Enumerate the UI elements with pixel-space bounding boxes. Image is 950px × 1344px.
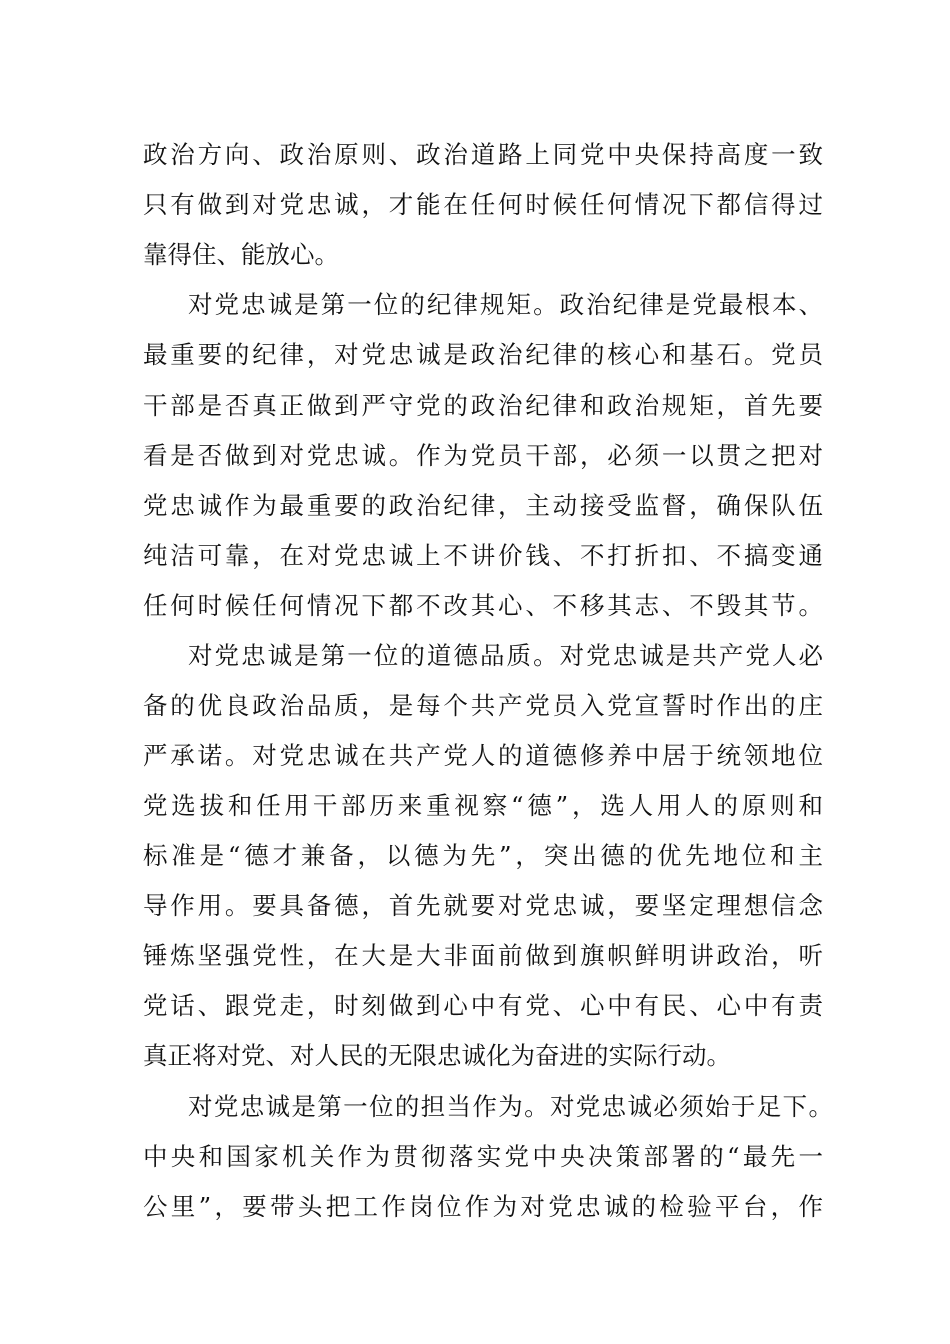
text-line: 靠得住、能放心。 [143,240,339,269]
text-line: 最重要的纪律，对党忠诚是政治纪律的核心和基石。党员 [143,340,823,369]
text-line: 任何时候任何情况下都不改其心、不移其志、不毁其节。 [143,591,823,620]
text-line: 备的优良政治品质，是每个共产党员入党宣誓时作出的庄 [143,691,823,720]
text-line: 标准是“德才兼备，以德为先”，突出德的优先地位和主 [143,841,823,870]
text-line: 导作用。要具备德，首先就要对党忠诚，要坚定理想信念 [143,891,823,920]
text-line: 只有做到对党忠诚，才能在任何时候任何情况下都信得过 [143,190,823,219]
text-line: 严承诺。对党忠诚在共产党人的道德修养中居于统领地位 [143,741,823,770]
text-line: 真正将对党、对人民的无限忠诚化为奋进的实际行动。 [143,1041,731,1070]
paragraph-start-line: 对党忠诚是第一位的道德品质。对党忠诚是共产党人必 [188,641,823,670]
text-line: 中央和国家机关作为贯彻落实党中央决策部署的“最先一 [143,1142,823,1171]
text-line: 看是否做到对党忠诚。作为党员干部，必须一以贯之把对 [143,441,823,470]
text-line: 纯洁可靠，在对党忠诚上不讲价钱、不打折扣、不搞变通 [143,541,823,570]
text-line: 政治方向、政治原则、政治道路上同党中央保持高度一致 [143,140,823,169]
text-line: 党忠诚作为最重要的政治纪律，主动接受监督，确保队伍 [143,491,823,520]
paragraph-start-line: 对党忠诚是第一位的担当作为。对党忠诚必须始于足下。 [188,1092,833,1121]
text-line: 党选拔和任用干部历来重视察“德”，选人用人的原则和 [143,791,823,820]
text-line: 党话、跟党走，时刻做到心中有党、心中有民、心中有责 [143,991,823,1020]
paragraph-start-line: 对党忠诚是第一位的纪律规矩。政治纪律是党最根本、 [188,290,823,319]
text-line: 公里”，要带头把工作岗位作为对党忠诚的检验平台，作 [143,1192,823,1221]
text-line: 干部是否真正做到严守党的政治纪律和政治规矩，首先要 [143,391,823,420]
text-line: 锤炼坚强党性，在大是大非面前做到旗帜鲜明讲政治，听 [143,941,823,970]
